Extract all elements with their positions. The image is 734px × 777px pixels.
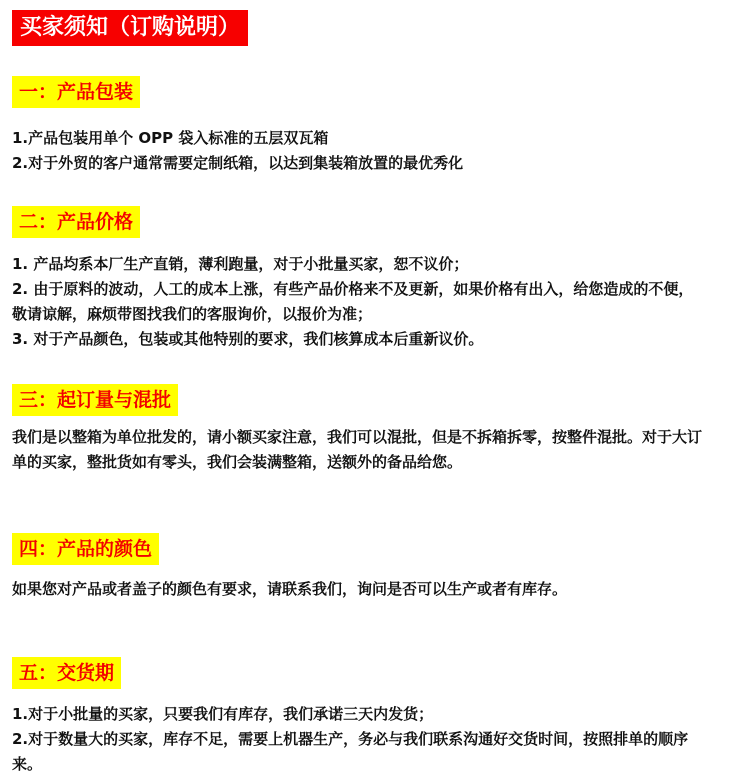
delivery-line-2: 2.对于数量大的买家，库存不足，需要上机器生产，务必与我们联系沟通好交货时间，按照排单的顺序来。 — [12, 730, 689, 773]
price-line-3: 3. 对于产品颜色，包装或其他特别的要求，我们核算成本后重新议价。 — [12, 330, 484, 348]
packaging-line-1: 1.产品包装用单个 OPP 袋入标准的五层双瓦箱 — [12, 129, 329, 147]
packaging-line-2: 2.对于外贸的客户通常需要定制纸箱，以达到集装箱放置的最优秀化 — [12, 154, 464, 172]
section-heading-delivery: 五：交货期 — [12, 657, 121, 689]
section-heading-minimum-order: 三：起订量与混批 — [12, 384, 178, 416]
delivery-line-1: 1.对于小批量的买家，只要我们有库存，我们承诺三天内发货； — [12, 705, 434, 723]
section-heading-product-color: 四：产品的颜色 — [12, 533, 159, 565]
section-body-minimum-order — [12, 425, 702, 475]
section-heading-packaging: 一：产品包装 — [12, 76, 140, 108]
section-heading-price: 二：产品价格 — [12, 206, 140, 238]
price-line-1: 1. 产品均系本厂生产直销，薄利跑量，对于小批量买家，恕不议价； — [12, 255, 469, 273]
section-body-price — [12, 252, 702, 352]
minimum-order-text: 我们是以整箱为单位批发的，请小额买家注意，我们可以混批，但是不拆箱拆零，按整件混批。对于大订单的买家，整批货如有零头，我们会装满整箱，送额外的备品给您。 — [12, 428, 703, 471]
section-body-packaging — [12, 126, 702, 176]
product-color-text: 如果您对产品或者盖子的颜色有要求，请联系我们，询问是否可以生产或者有库存。 — [12, 580, 568, 598]
page-title: 买家须知（订购说明） — [12, 10, 248, 46]
section-body-delivery — [12, 702, 702, 777]
price-line-2: 2. 由于原料的波动，人工的成本上涨，有些产品价格来不及更新，如果价格有出入，给您造成的不便，敬请谅解，麻烦带图找我们的客服询价，以报价为准； — [12, 280, 694, 323]
section-body-product-color — [12, 577, 702, 602]
